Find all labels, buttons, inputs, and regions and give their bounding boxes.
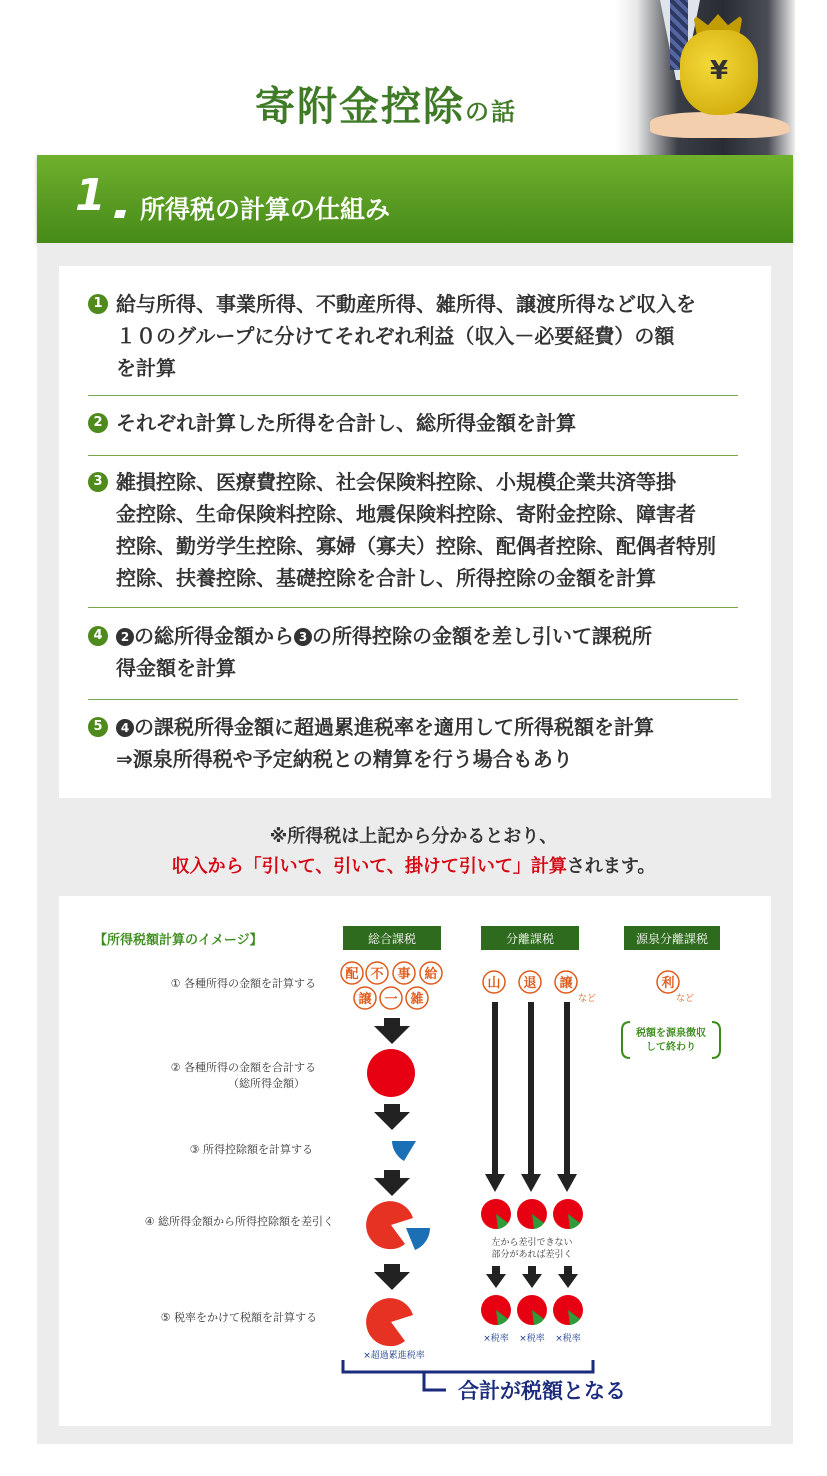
income-mark: 利: [661, 976, 675, 991]
gensen-note: して終わり: [646, 1042, 696, 1053]
step-label: ⑤ 税率をかけて税額を計算する: [160, 1311, 317, 1324]
note-emphasis: 収入から「引いて、引いて、掛けて引いて」計算: [171, 856, 567, 877]
step-text: 金控除、生命保険料控除、地震保険料控除、寄附金控除、障害者: [116, 502, 696, 526]
income-mark: 譲: [358, 992, 372, 1007]
down-arrow: [374, 1104, 410, 1130]
step-text: 控除、扶養控除、基礎控除を合計し、所得控除の金額を計算: [116, 566, 656, 590]
step-text: 控除、勤労学生控除、寡婦（寡夫）控除、配偶者控除、配偶者特別: [116, 534, 716, 558]
total-income-pie: [367, 1049, 415, 1097]
total-bracket: [343, 1360, 593, 1372]
down-arrow: [374, 1170, 410, 1196]
step-text: の課税所得金額に超過累進税率を適用して所得税額を計算: [134, 715, 654, 739]
bunri-note: 部分があれば差引く: [491, 1250, 573, 1260]
tax-rate-label: ×税率: [483, 1334, 509, 1344]
section-title: 所得税の計算の仕組み: [140, 195, 391, 224]
step-label: ② 各種所得の金額を合計する: [170, 1061, 316, 1074]
note-tail: されます。: [566, 856, 656, 877]
step-number-badge: 5: [88, 717, 108, 737]
step-number-badge: 4: [88, 626, 108, 646]
yen-symbol: ¥: [709, 56, 729, 86]
column-label: 源泉分離課税: [635, 932, 709, 946]
down-arrow: [374, 1264, 410, 1290]
total-connector: [424, 1372, 446, 1390]
step-number-badge: 2: [88, 413, 108, 433]
bunri-note: 左から差引できない: [491, 1238, 573, 1248]
step-text: の総所得金額から: [134, 624, 294, 648]
long-arrow-head: [557, 1174, 577, 1192]
nado-label: など: [676, 994, 695, 1004]
income-mark: 不: [370, 967, 384, 982]
short-arrow: [522, 1266, 542, 1288]
income-mark: 一: [384, 992, 398, 1007]
tax-rate-label: ×税率: [519, 1334, 545, 1344]
ref-badge-4: 4: [116, 719, 134, 737]
net-income-pie: [366, 1201, 413, 1249]
step-text: の所得控除の金額を差し引いて課税所: [312, 624, 652, 648]
progressive-rate-label: ×超過累進税率: [363, 1351, 425, 1361]
step-text: を計算: [116, 356, 176, 380]
step-text: １０のグループに分けてそれぞれ利益（収入－必要経費）の額: [116, 324, 675, 348]
step-text: それぞれ計算した所得を合計し、総所得金額を計算: [116, 411, 576, 435]
column-label: 分離課税: [505, 932, 555, 946]
ref-badge-3: 3: [294, 628, 312, 646]
column-label: 総合課税: [367, 932, 417, 946]
step-text: 雑損控除、医療費控除、社会保険料控除、小規模企業共済等掛: [116, 470, 676, 494]
total-label: 合計が税額となる: [458, 1379, 626, 1403]
title-suffix: の話: [465, 97, 517, 126]
deduction-slice: [406, 1228, 430, 1250]
gensen-note: 税額を源泉徴収: [636, 1028, 706, 1039]
bracket-left: [622, 1022, 630, 1058]
note-line-1: ※所得税は上記から分かるとおり、: [269, 826, 558, 847]
long-arrow-head: [521, 1174, 541, 1192]
ref-badge-2: 2: [116, 628, 134, 646]
step-text: ⇒源泉所得税や予定納税との精算を行う場合もあり: [116, 747, 573, 771]
short-arrow: [486, 1266, 506, 1288]
long-arrow-shaft: [564, 1002, 570, 1176]
step-label: （総所得金額）: [228, 1077, 305, 1090]
long-arrow-head: [485, 1174, 505, 1192]
bracket-right: [712, 1022, 720, 1058]
step-number-badge: 3: [88, 472, 108, 492]
income-mark: 雑: [410, 992, 424, 1007]
long-arrow-shaft: [528, 1002, 534, 1176]
step-text: 給与所得、事業所得、不動産所得、雑所得、譲渡所得など収入を: [116, 292, 696, 316]
step-label: ③ 所得控除額を計算する: [189, 1143, 313, 1156]
step-label: ① 各種所得の金額を計算する: [170, 977, 316, 990]
nado-label: など: [578, 994, 597, 1004]
step-label: ④ 総所得金額から所得控除額を差引く: [144, 1215, 334, 1228]
income-mark: 山: [487, 976, 501, 991]
income-mark: 配: [345, 967, 359, 982]
income-mark: 給: [424, 967, 438, 982]
step-text: 得金額を計算: [116, 656, 236, 680]
income-mark: 退: [523, 976, 537, 991]
step-number-badge: 1: [88, 294, 108, 314]
section-number: 1: [75, 170, 106, 221]
taxed-pie: [366, 1298, 413, 1346]
short-arrow: [558, 1266, 578, 1288]
diagram-heading: 【所得税額計算のイメージ】: [94, 933, 263, 948]
long-arrow-shaft: [492, 1002, 498, 1176]
deduction-slice: [392, 1141, 416, 1161]
title-main: 寄附金控除: [255, 83, 465, 130]
income-mark: 譲: [559, 976, 573, 991]
income-mark: 事: [397, 967, 411, 982]
down-arrow: [374, 1018, 410, 1044]
tax-rate-label: ×税率: [555, 1334, 581, 1344]
